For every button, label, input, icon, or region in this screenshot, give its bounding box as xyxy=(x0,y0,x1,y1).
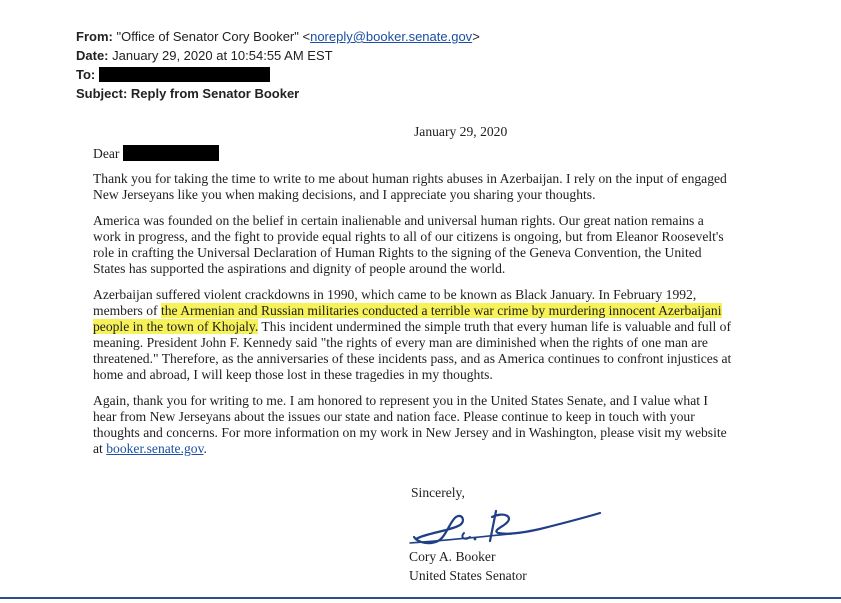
subject-row xyxy=(76,84,480,103)
date-label: Date: xyxy=(76,48,109,63)
email-header xyxy=(76,27,480,103)
paragraph-2: America was founded on the belief in certain inalienable and universal human rights. Our great nation remains a work in progress, and the fight to provide equal rights to all of our citizens is ongoing, but from Eleanor Roosevelt's role in crafting the Universal Declaration of Human Rights to the signing of the Geneva Convention, the United States has supported the aspirations and dignity of people around the world. xyxy=(93,213,724,276)
salutation xyxy=(93,145,733,162)
bottom-divider xyxy=(0,597,841,599)
signer-title: United States Senator xyxy=(409,568,527,583)
subject-value: Reply from Senator Booker xyxy=(130,86,300,101)
letter-body xyxy=(93,145,733,467)
paragraph-4 xyxy=(93,393,733,457)
from-row: From: "Office of Senator Cory Booker" <noreply@booker.senate.gov> xyxy=(76,29,480,44)
sender-name: "Office of Senator Cory Booker" xyxy=(116,29,299,44)
highlighted-text: the Armenian and Russian militaries conducted a terrible war crime by murdering innocent Azerbaijani people in the town of Khojaly. xyxy=(93,303,722,334)
date-value: January 29, 2020 at 10:54:55 AM EST xyxy=(112,48,333,63)
salutation-text: Dear xyxy=(93,146,120,161)
closing: Sincerely, xyxy=(411,485,465,500)
redacted-recipient-name xyxy=(123,145,219,161)
to-row xyxy=(76,65,480,84)
signer-name: Cory A. Booker xyxy=(409,549,496,564)
website-link[interactable]: booker.senate.gov xyxy=(106,441,204,456)
redacted-recipient xyxy=(99,67,270,82)
letter-date: January 29, 2020 xyxy=(414,124,508,139)
paragraph-3-end: This incident undermined the simple truth that every human life is valuable and full of meaning. President John F. Kennedy said "the rights of every man are diminished when the rights of one man are threatened." Therefore, as the anniversaries of these incidents pass, and as America continues to confront injustices at home and abroad, I will keep those lost in these tragedies in my thoughts. xyxy=(93,319,732,382)
subject-label: Subject: xyxy=(76,86,128,101)
signature-image xyxy=(400,503,605,551)
paragraph-1: Thank you for taking the time to write to me about human rights abuses in Azerbaijan. I rely on the input of engaged New Jerseyans like you when making decisions, and I appreciate you sharing your thoughts. xyxy=(93,171,727,202)
paragraph-3-start: Azerbaijan suffered violent crackdowns in 1990, which came to be known as Black January. In February 1992, members of xyxy=(93,287,697,318)
date-row xyxy=(76,46,480,65)
to-label: To: xyxy=(76,67,96,82)
sender-email-link[interactable]: noreply@booker.senate.gov xyxy=(310,29,473,44)
from-label: From: xyxy=(76,29,113,44)
paragraph-4-end: . xyxy=(203,441,207,456)
paragraph-3 xyxy=(93,287,733,383)
paragraph-4-start: Again, thank you for writing to me. I am honored to represent you in the United States Senate, and I value what I hear from New Jerseyans about the issues our state and nation face. Please continue to keep in touch with your thoughts and concerns. For more information on my work in New Jersey and in Washington, please visit my website at xyxy=(93,393,727,456)
